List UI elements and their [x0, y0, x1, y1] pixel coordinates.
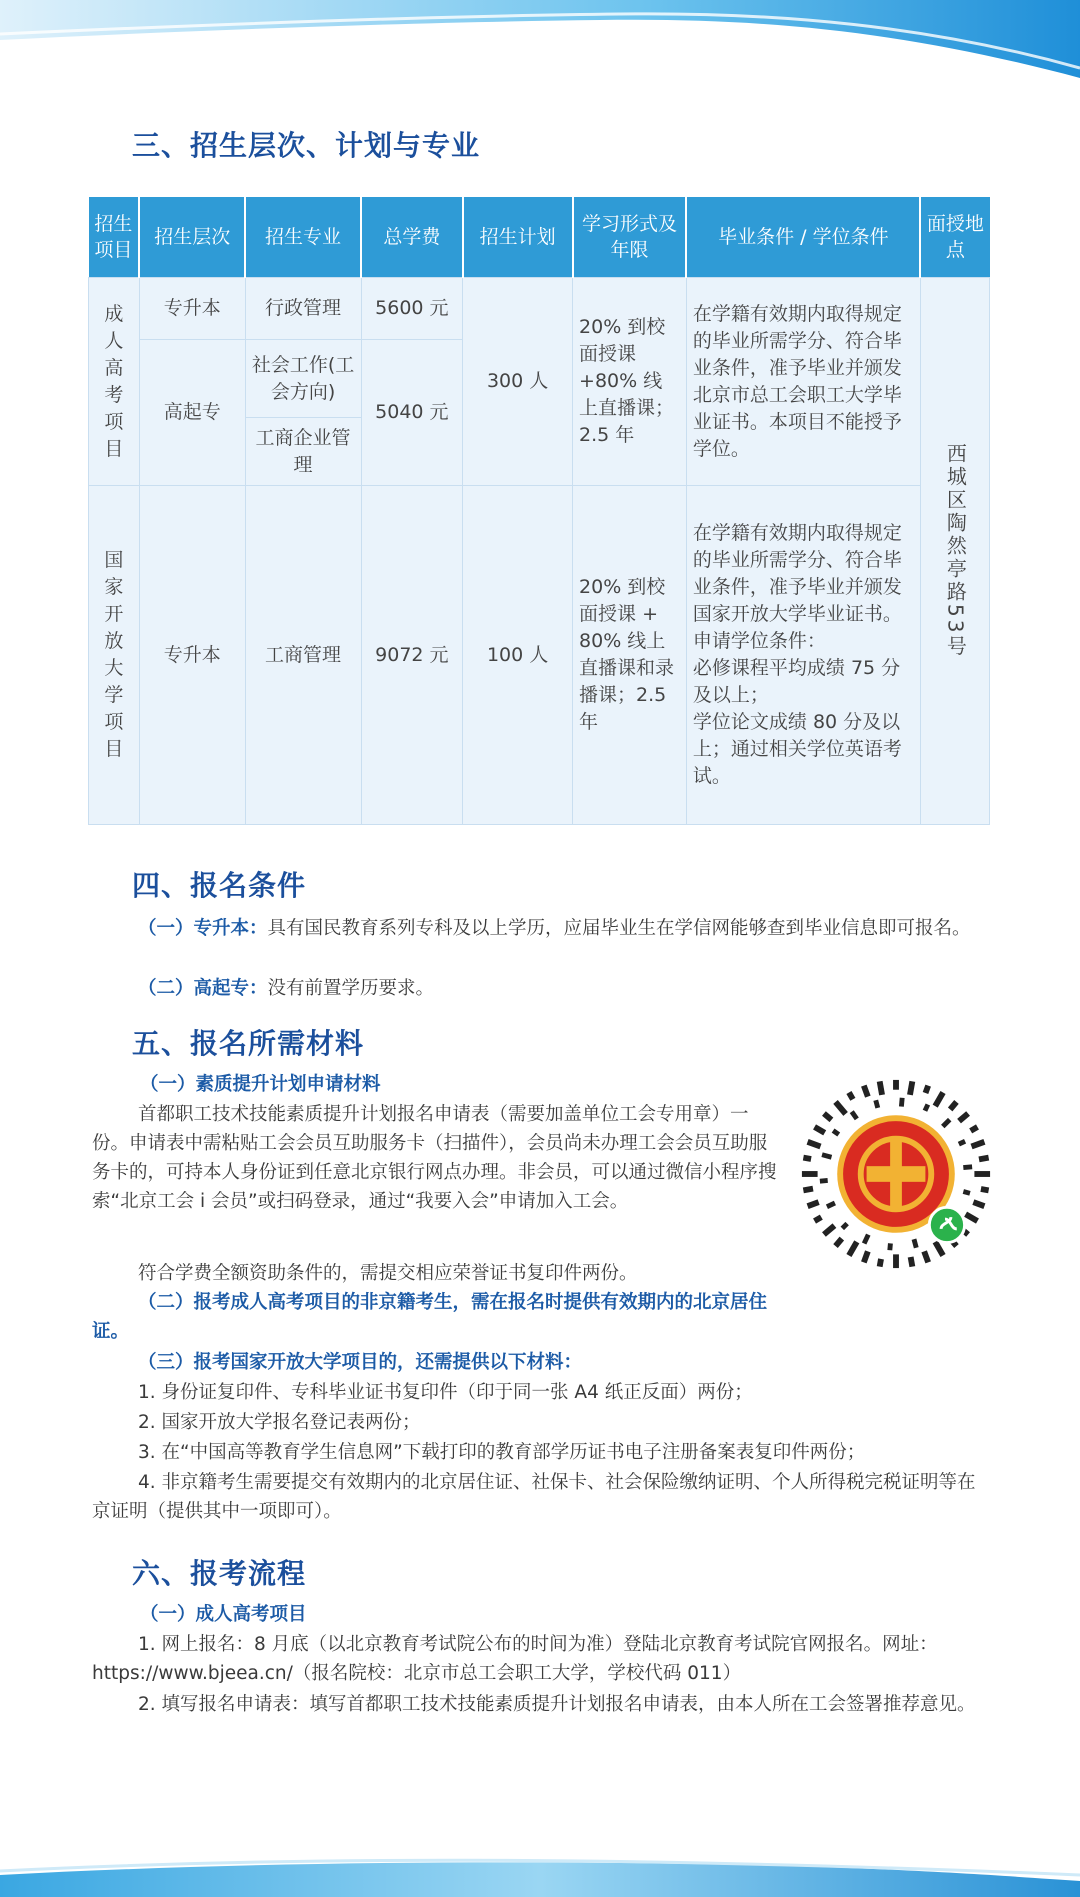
- sec5-item-4: [92, 1468, 992, 1526]
- cell-major: 社会工作(工会方向): [245, 340, 361, 418]
- mini-program-qr-code[interactable]: [798, 1076, 994, 1272]
- header-location: 面授地点: [920, 197, 989, 278]
- table-header-row: [89, 197, 990, 278]
- cell-condition: 在学籍有效期内取得规定的毕业所需学分、符合毕业条件，准予毕业并颁发北京市总工会职工大学毕业证书。本项目不能授予学位。: [686, 278, 920, 486]
- sec5-subheading-2: [92, 1288, 782, 1346]
- section-5-title: 五、报名所需材料: [132, 1027, 365, 1060]
- sec6-para-2: [92, 1690, 992, 1719]
- condition-line: 申请学位条件：: [692, 630, 826, 652]
- sec4-label-1: （一）专升本：: [138, 918, 268, 939]
- cell-plan: 100 人: [463, 486, 573, 825]
- sec5-item-1: [92, 1378, 992, 1407]
- sec5-sub3-text: （三）报考国家开放大学项目的，还需提供以下材料：: [138, 1352, 583, 1373]
- cell-condition: [686, 486, 920, 825]
- sec4-label-2: （二）高起专：: [138, 978, 268, 999]
- cell-project-adult: 成人高考项目: [89, 278, 140, 486]
- cell-plan: 300 人: [463, 278, 573, 486]
- sec5-item-3-text: 3. 在“中国高等教育学生信息网”下载打印的教育部学历证书电子注册备案表复印件两份；: [138, 1442, 866, 1463]
- sec4-para-2: [92, 974, 992, 1003]
- header-project: 招生项目: [89, 197, 140, 278]
- cell-level: 专升本: [139, 278, 245, 340]
- sec5-para-1: [92, 1100, 782, 1216]
- sec5-item-2-text: 2. 国家开放大学报名登记表两份；: [138, 1412, 421, 1433]
- location-text: 西城区陶然亭路53号: [943, 443, 968, 659]
- header-level: 招生层次: [139, 197, 245, 278]
- section-4-title: 四、报名条件: [132, 869, 307, 902]
- sec5-item-4-text: 4. 非京籍考生需要提交有效期内的北京居住证、社保卡、社会保险缴纳证明、个人所得税完税证明等在京证明（提供其中一项即可）。: [92, 1472, 976, 1522]
- cell-major: 工商企业管理: [245, 418, 361, 486]
- sec5-sub2-text: （二）报考成人高考项目的非京籍考生，需在报名时提供有效期内的北京居住证。: [92, 1292, 768, 1342]
- cell-major: 行政管理: [245, 278, 361, 340]
- cell-level: 专升本: [139, 486, 245, 825]
- sec5-item-3: [92, 1438, 992, 1467]
- section-6-title: 六、报考流程: [132, 1557, 307, 1590]
- sec5-text-2: 符合学费全额资助条件的，需提交相应荣誉证书复印件两份。: [138, 1263, 638, 1284]
- condition-line: 学位论文成绩 80 分及以上；通过相关学位英语考试。: [692, 711, 902, 787]
- sec5-item-2: [92, 1408, 992, 1437]
- sec6-subheading-1: （一）成人高考项目: [140, 1604, 307, 1625]
- sec5-para-2: [92, 1259, 782, 1288]
- header-condition: 毕业条件 / 学位条件: [686, 197, 920, 278]
- cell-project-open: 国家开放大学项目: [89, 486, 140, 825]
- table-row: [89, 486, 990, 825]
- cell-major: 工商管理: [245, 486, 361, 825]
- sec6-para-1: [92, 1630, 992, 1688]
- sec6-text-2: 2. 填写报名申请表：填写首都职工技术技能素质提升计划报名申请表，由本人所在工会签署推荐意见。: [138, 1694, 976, 1715]
- cell-fee: 9072 元: [361, 486, 463, 825]
- condition-line: 在学籍有效期内取得规定的毕业所需学分、符合毕业条件，准予毕业并颁发国家开放大学毕业证书。: [692, 522, 902, 625]
- table-row: [89, 278, 990, 340]
- cell-fee: 5040 元: [361, 340, 463, 486]
- sec5-item-1-text: 1. 身份证复印件、专科毕业证书复印件（印于同一张 A4 纸正反面）两份；: [138, 1382, 753, 1403]
- sec4-text-2: 没有前置学历要求。: [267, 978, 435, 999]
- cell-form: 20% 到校面授课 +80% 线上直播课；2.5 年: [573, 278, 687, 486]
- header-form: 学习形式及年限: [573, 197, 687, 278]
- sec5-subheading-3: [92, 1348, 992, 1377]
- cell-level: 高起专: [139, 340, 245, 486]
- section-3-title: 三、招生层次、计划与专业: [132, 129, 481, 162]
- cell-fee: 5600 元: [361, 278, 463, 340]
- condition-line: 必修课程平均成绩 75 分及以上；: [692, 657, 901, 706]
- cell-location: [920, 278, 989, 825]
- header-major: 招生专业: [245, 197, 361, 278]
- sec6-text-1: 1. 网上报名：8 月底（以北京教育考试院公布的时间为准）登陆北京教育考试院官网报名。网址：https://www.bjeea.cn/（报名院校：北京市总工会职工大学，学校代码 011）: [92, 1634, 938, 1684]
- bottom-wave-decoration: [0, 1847, 1080, 1897]
- header-fee: 总学费: [361, 197, 463, 278]
- cell-form: 20% 到校面授课 + 80% 线上直播课和录播课；2.5 年: [573, 486, 687, 825]
- sec5-subheading-1: （一）素质提升计划申请材料: [140, 1074, 381, 1095]
- enrollment-plan-table: [88, 197, 990, 825]
- top-wave-decoration: [0, 0, 1080, 90]
- sec4-text-1: 具有国民教育系列专科及以上学历，应届毕业生在学信网能够查到毕业信息即可报名。: [267, 918, 971, 939]
- sec5-text-1: 首都职工技术技能素质提升计划报名申请表（需要加盖单位工会专用章）一份。申请表中需粘贴工会会员互助服务卡（扫描件），会员尚未办理工会会员互助服务卡的，可持本人身份证到任意北京银行网点办理。非会员，可以通过微信小程序搜索“北京工会 i 会员”或扫码登录，通过“我要入会”申请加入工会。: [92, 1104, 777, 1212]
- header-plan: 招生计划: [463, 197, 573, 278]
- sec4-para-1: [92, 914, 992, 943]
